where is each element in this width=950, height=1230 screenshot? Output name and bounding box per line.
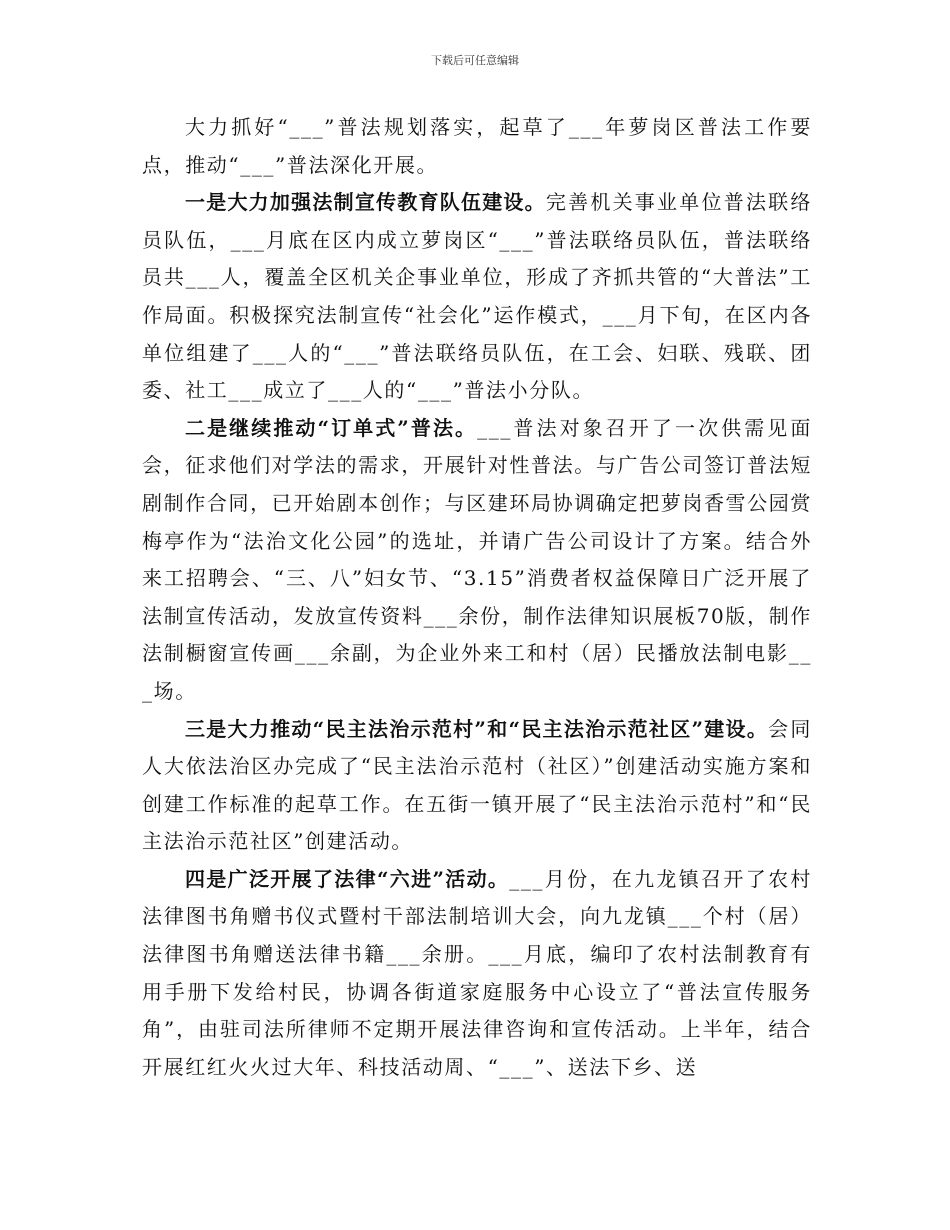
page-header: 下载后可任意编辑 — [431, 54, 519, 67]
paragraph-body: 大力抓好“___”普法规划落实，起草了___年萝岗区普法工作要点，推动“___”普法深化开展。 — [142, 115, 812, 177]
paragraph-intro — [142, 109, 812, 184]
paragraph-heading: 二是继续推动“订单式”普法。 — [185, 415, 478, 440]
paragraph-heading: 四是广泛开展了法律“六进”活动。 — [185, 866, 510, 891]
document-body — [142, 109, 812, 1086]
paragraph-4 — [142, 861, 812, 1087]
paragraph-heading: 三是大力推动“民主法治示范村”和“民主法治示范社区”建设。 — [185, 716, 769, 741]
paragraph-3 — [142, 711, 812, 861]
paragraph-body: 会同人大依法治区办完成了“民主法治示范村（社区）”创建活动实施方案和创建工作标准的起草工作。在五街一镇开展了“民主法治示范村”和“民主法治示范社区”创建活动。 — [142, 716, 813, 854]
paragraph-body: 完善机关事业单位普法联络员队伍，___月底在区内成立萝岗区“___”普法联络员队伍，普法联络员共___人，覆盖全区机关企事业单位，形成了齐抓共管的“大普法”工作局面。积极探究法制宣传“社会化”运作模式，___月下旬，在区内各单位组建了___人的“___”普法联络员队伍，在工会、妇联、残联、团委、社工___成立了___人的“___”普法小分队。 — [142, 190, 813, 403]
paragraph-body: ___普法对象召开了一次供需见面会，征求他们对学法的需求，开展针对性普法。与广告公司签订普法短剧制作合同，已开始剧本创作；与区建环局协调确定把萝岗香雪公园赏梅亭作为“法治文化公园”的选址，并请广告公司设计了方案。结合外来工招聘会、“三、八”妇女节、“3.15”消费者权益保障日广泛开展了法制宣传活动，发放宣传资料___余份，制作法律知识展板70版，制作法制橱窗宣传画___余副，为企业外来工和村（居）民播放法制电影___场。 — [142, 415, 812, 703]
paragraph-heading: 一是大力加强法制宣传教育队伍建设。 — [185, 190, 546, 215]
paragraph-2 — [142, 410, 812, 711]
paragraph-body: ___月份，在九龙镇召开了农村法律图书角赠书仪式暨村干部法制培训大会，向九龙镇___个村（居）法律图书角赠送法律书籍___余册。___月底，编印了农村法制教育有用手册下发给村民，协调各街道家庭服务中心设立了“普法宣传服务角”，由驻司法所律师不定期开展法律咨询和宣传活动。上半年，结合开展红红火火过大年、科技活动周、“___”、送法下乡、送 — [142, 866, 813, 1079]
paragraph-1 — [142, 184, 812, 410]
